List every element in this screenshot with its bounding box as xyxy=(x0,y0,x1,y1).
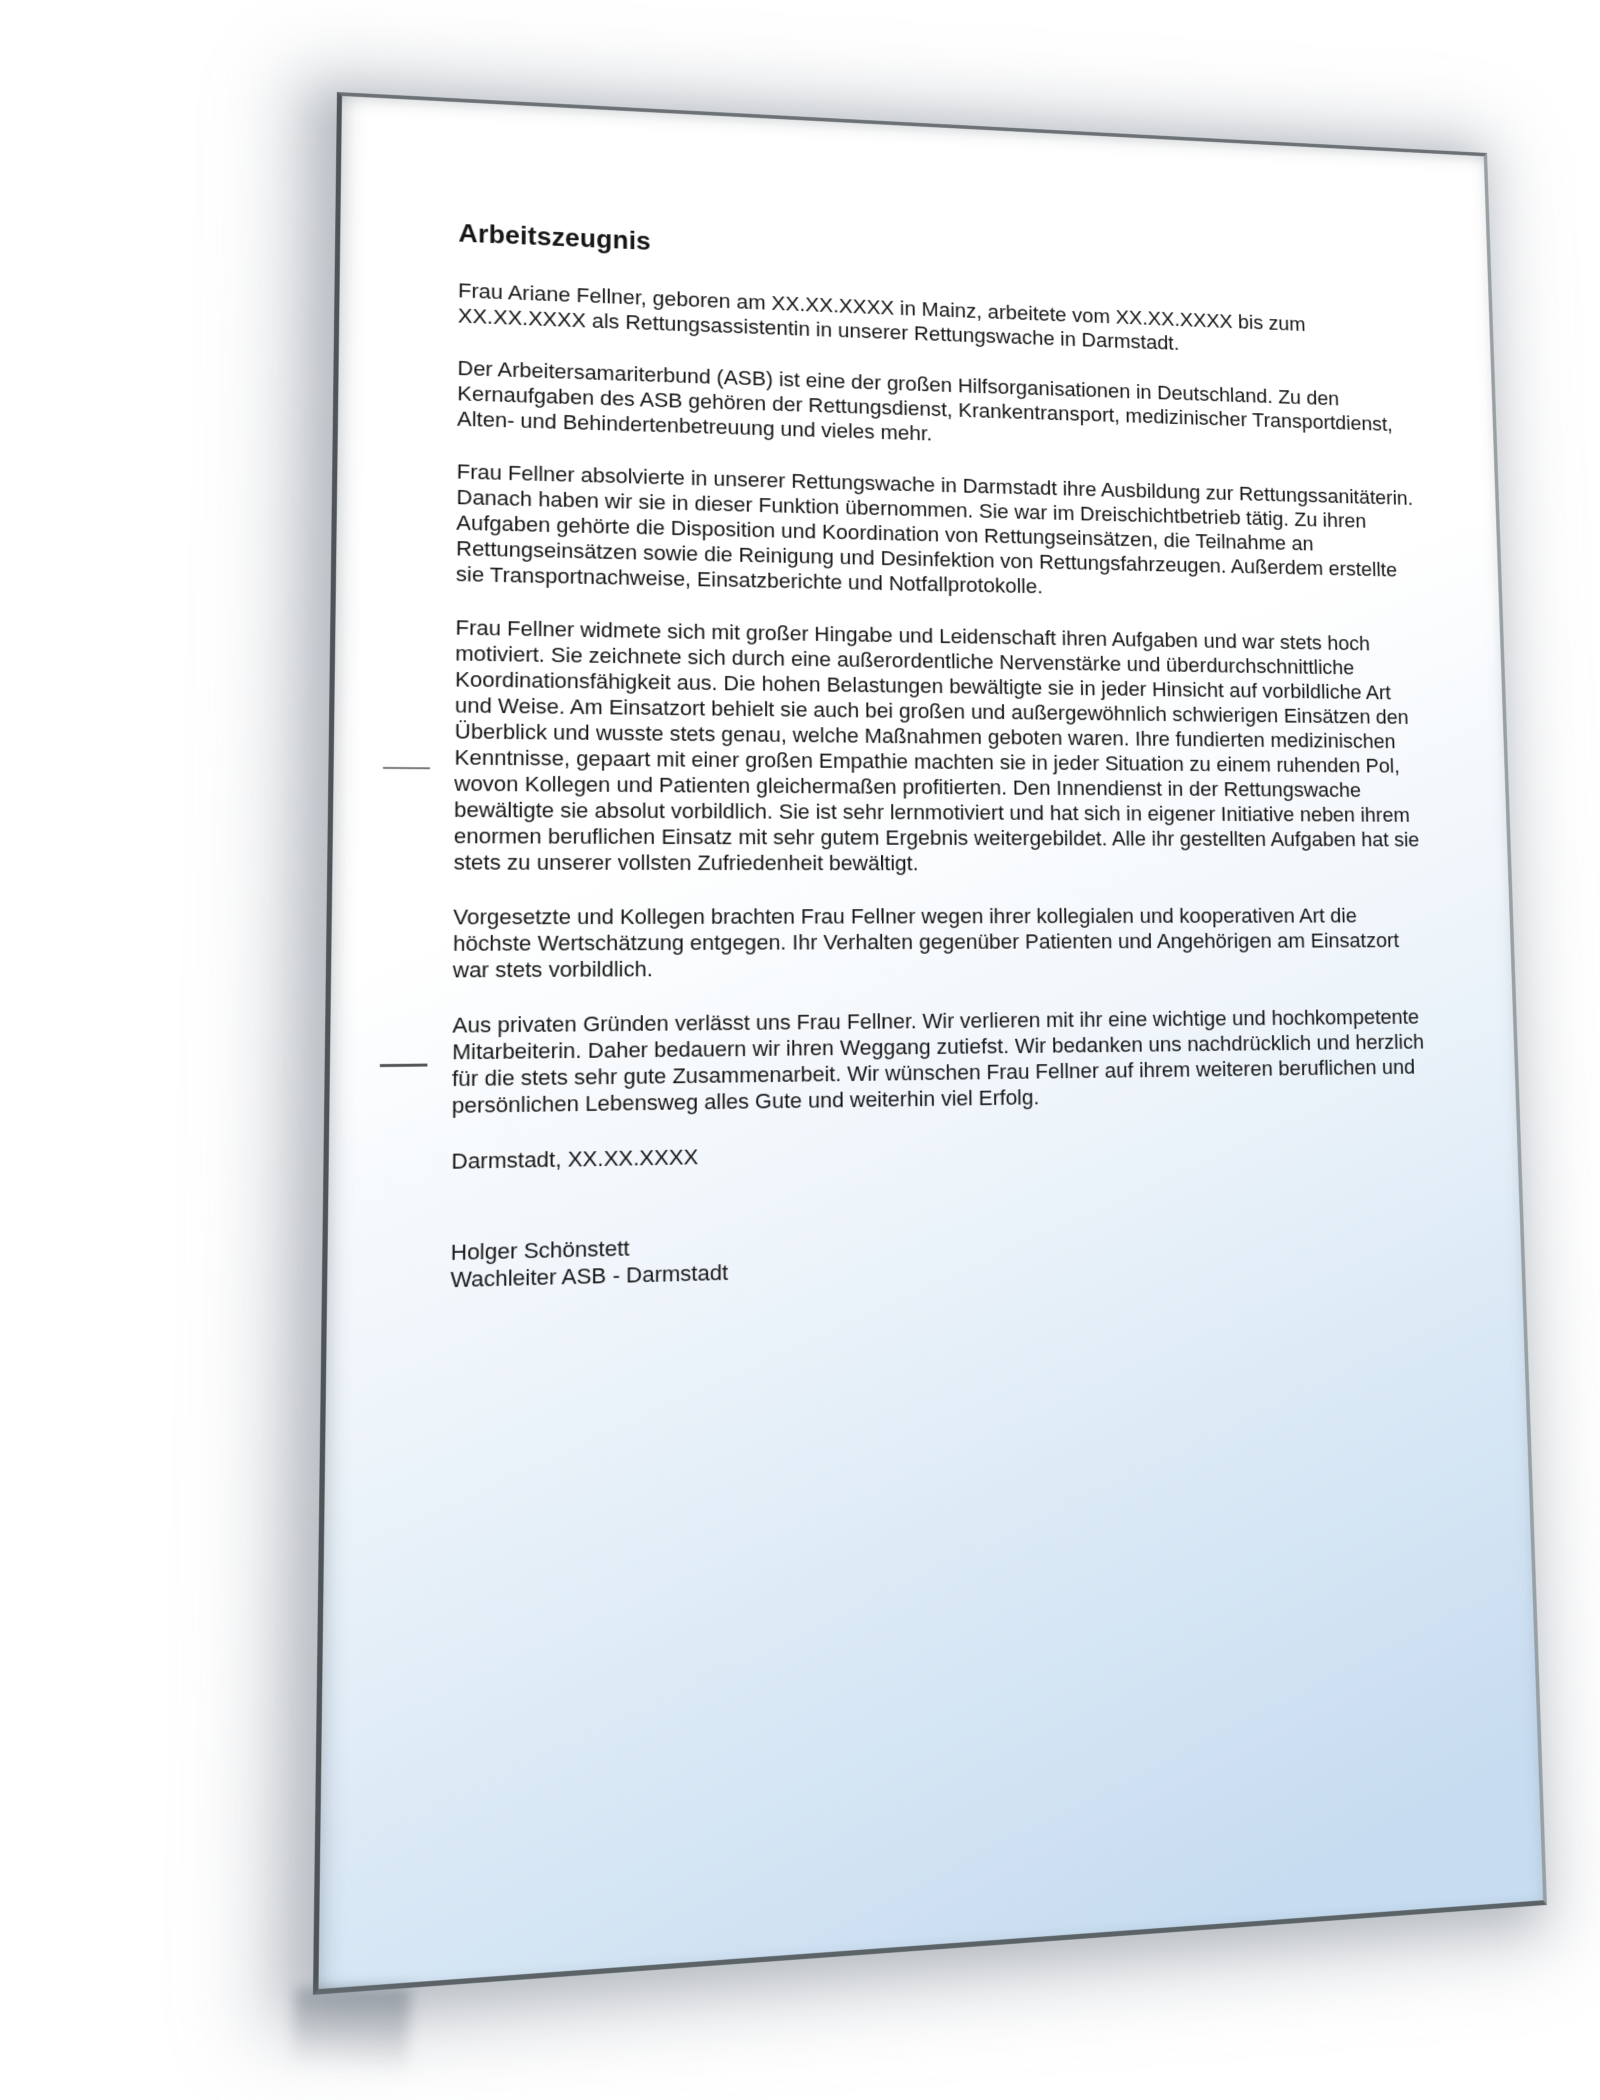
signature-role: Wachleiter ASB - Darmstadt xyxy=(450,1260,729,1293)
signature-name: Holger Schönstett xyxy=(450,1235,630,1266)
paragraph-performance: Frau Fellner widmete sich mit großer Hingabe und Leidenschaft ihren Aufgaben und war stets hoch motiviert. Sie zeichnete sich durch eine außerordentliche Nervenstärke und überdurchschnittliche Koordinationsfähigkeit aus. Die hohen Belastungen bewältigte sie in jeder Hinsicht auf vorbildliche Art und Weise. Am Einsatzort behielt sie auch bei großen und außergewöhnlich schwierigen Einsätzen den Überblick und wusste stets genau, welche Maßnahmen geboten waren. Ihre fundierten medizinischen Kenntnisse, gepaart mit einer großen Empathie machten sie in jeder Situation zu einem ruhenden Pol, wovon Kollegen und Patienten gleichermaßen profitierten. Den Innendienst in der Rettungswache bewältigte sie absolut vorbildlich. Sie ist sehr lernmotiviert und hat sich in eigener Initiative neben ihrem enormen beruflichen Einsatz mit sehr gutem Ergebnis weitergebildet. Alle ihr gestellten Aufgaben hat sie stets zu unserer vollsten Zufriedenheit bewältigt. xyxy=(453,615,1420,876)
letter-title: Arbeitszeugnis xyxy=(458,219,651,256)
date-line: Darmstadt, XX.XX.XXXX xyxy=(451,1144,699,1174)
paragraph-employer: Der Arbeitersamariterbund (ASB) ist eine der großen Hilfsorganisationen in Deutschland. Zu den Kernaufgaben des ASB gehören der Rettungsdienst, Krankentransport, medizinischer Transportdienst, Alten- und Behindertenbetreuung und vieles mehr. xyxy=(456,356,1393,446)
paragraph-duties: Frau Fellner absolvierte in unserer Rettungswache in Darmstadt ihre Ausbildung zur Rettungssanitäterin. Danach haben wir sie in dieser Funktion übernommen. Sie war im Dreischichtbetrieb tätig. Zu ihren Aufgaben gehörte die Disposition und Koordination von Rettungseinsätzen, die Teilnahme an Rettungseinsätzen sowie die Reinigung und Desinfektion von Rettungsfahrzeugen. Außerdem erstellte sie Transportnachweise, Einsatzberichte und Notfallprotokolle. xyxy=(455,459,1414,598)
paragraph-conduct: Vorgesetzte und Kollegen brachten Frau Fellner wegen ihrer kollegialen und kooperativen Art die höchste Wertschätzung entgegen. Ihr Verhalten gegenüber Patienten und Angehörigen am Einsatzort war stets vorbildlich. xyxy=(452,904,1400,983)
fold-mark xyxy=(383,767,430,769)
letter-content xyxy=(450,218,1527,1293)
hole-punch-mark xyxy=(380,1064,428,1068)
signature-block xyxy=(450,1214,1527,1293)
page-reflection xyxy=(290,1988,410,2088)
tilted-paper-wrap xyxy=(313,92,1547,1995)
paragraph-closing: Aus privaten Gründen verlässt uns Frau Fellner. Wir verlieren mit ihr eine wichtige und hochkompetente Mitarbeiterin. Daher bedauern wir ihren Weggang zutiefst. Wir bedanken uns nachdrücklich und herzlich für die stets sehr gute Zusammenarbeit. Wir wünschen Frau Fellner auf ihrem weiteren beruflichen und persönlichen Lebensweg alles Gute und weiterhin viel Erfolg. xyxy=(451,1005,1425,1118)
letter-page xyxy=(313,92,1547,1995)
paragraph-intro: Frau Ariane Fellner, geboren am XX.XX.XXXX in Mainz, arbeitete vom XX.XX.XXXX bis zum XX.XX.XXXX als Rettungsassistentin in unserer Rettungswache in Darmstadt. xyxy=(457,278,1306,355)
